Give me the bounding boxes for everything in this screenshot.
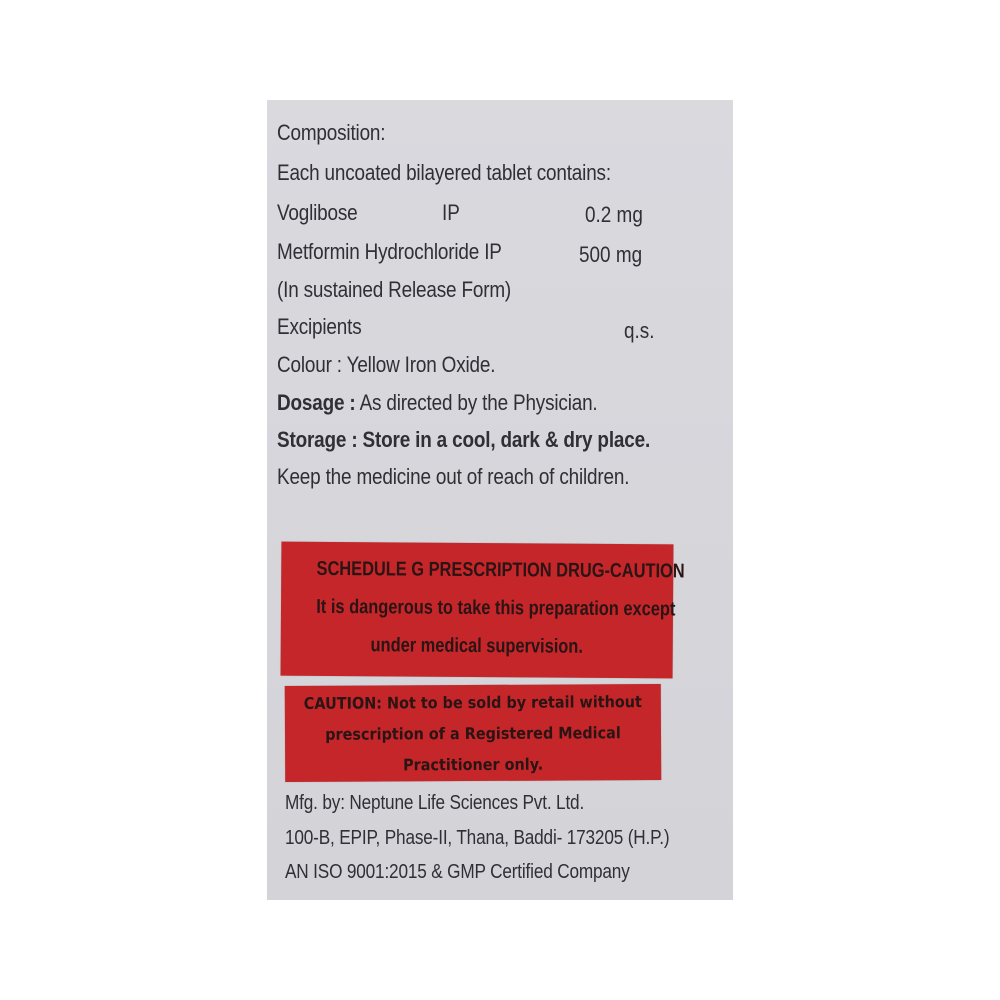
ingredient-name-voglibose: Voglibose	[277, 200, 358, 225]
dosage-label: Dosage :	[277, 390, 356, 415]
retail-line-2: prescription of a Registered Medical	[325, 723, 621, 744]
ingredient-amount-metformin: 500 mg	[579, 242, 643, 267]
ingredient-name-metformin: Metformin Hydrochloride IP	[277, 239, 502, 264]
composition-heading: Composition:	[277, 120, 386, 145]
retail-line-3: Practitioner only.	[403, 754, 544, 775]
dosage-text: As directed by the Physician.	[359, 390, 598, 415]
dosage-line	[277, 390, 598, 416]
retail-caution-box	[285, 684, 661, 782]
release-note: (In sustained Release Form)	[277, 277, 512, 302]
composition-intro: Each uncoated bilayered tablet contains:	[277, 160, 611, 185]
retail-line-1: CAUTION: Not to be sold by retail without	[303, 692, 642, 713]
manufacturer-address: 100-B, EPIP, Phase-II, Thana, Baddi- 173205 (H.P.)	[285, 827, 670, 849]
ingredient-standard-voglibose: IP	[442, 200, 460, 225]
ingredient-amount-voglibose: 0.2 mg	[585, 202, 643, 227]
manufacturer-name: Mfg. by: Neptune Life Sciences Pvt. Ltd.	[285, 792, 585, 814]
children-warning: Keep the medicine out of reach of children.	[277, 464, 630, 489]
schedule-line-1: SCHEDULE G PRESCRIPTION DRUG-CAUTION	[316, 557, 685, 583]
schedule-line-3: under medical supervision.	[370, 634, 584, 658]
excipients-amount: q.s.	[624, 318, 655, 343]
storage-line: Storage : Store in a cool, dark & dry place.	[277, 427, 651, 452]
medicine-label	[267, 100, 733, 900]
colour-line: Colour : Yellow Iron Oxide.	[277, 352, 496, 377]
schedule-line-2: It is dangerous to take this preparation except	[316, 595, 676, 621]
excipients-label: Excipients	[277, 314, 362, 339]
manufacturer-certification: AN ISO 9001:2015 & GMP Certified Company	[285, 861, 630, 883]
schedule-g-caution-box	[281, 542, 685, 679]
